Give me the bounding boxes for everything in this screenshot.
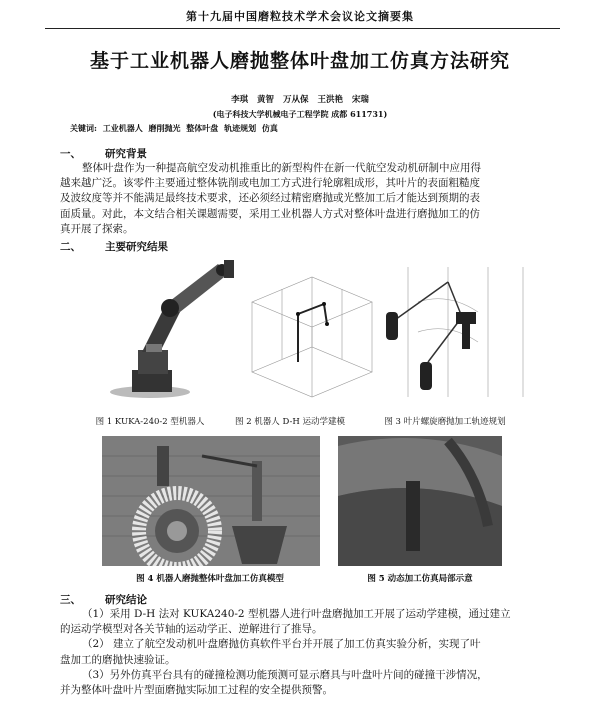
paper-title: 基于工业机器人磨抛整体叶盘加工仿真方法研究 <box>89 50 510 72</box>
paragraph-line: 整体叶盘作为一种提高航空发动机推重比的新型构件在新一代航空发动机研制中应用得 <box>82 162 481 174</box>
figure-1-robot-image <box>100 252 240 402</box>
figure-3-caption: 图 3 叶片螺旋磨抛加工轨迹规划 <box>384 417 506 427</box>
figure-1-caption: 图 1 KUKA-240-2 型机器人 <box>95 417 205 427</box>
paragraph-line: （3）另外仿真平台具有的碰撞检测功能预测可显示磨具与叶盘叶片间的碰撞干涉情况， <box>82 668 488 681</box>
figure-5-detail-image <box>338 436 502 566</box>
section-title: 研究背景 <box>105 148 147 160</box>
figure-2-caption: 图 2 机器人 D-H 运动学建模 <box>235 417 345 427</box>
background-paragraph <box>60 161 555 237</box>
section-heading-conclusions <box>60 592 147 607</box>
section-heading-background <box>60 146 147 161</box>
figure-4-caption: 图 4 机器人磨抛整体叶盘加工仿真模型 <box>136 574 284 584</box>
figure-4-simulation-image <box>102 436 320 566</box>
header-rule <box>45 28 560 29</box>
section-number: 三、 <box>60 594 81 606</box>
paragraph-line: 的运动学模型对各关节轴的运动学正、逆解进行了推导。 <box>60 623 323 636</box>
affiliation: (电子科技大学机械电子工程学院 成都 611731) <box>212 109 388 119</box>
figure-2-dh-model-image <box>232 262 382 402</box>
paragraph-line: （1）采用 D-H 法对 KUKA240-2 型机器人进行叶盘磨抛加工开展了运动学建模，通过建立 <box>82 608 511 620</box>
figure-5-caption: 图 5 动态加工仿真局部示意 <box>367 574 473 584</box>
keywords: 关键词: 工业机器人 磨削抛光 整体叶盘 轨迹规划 仿真 <box>70 123 278 133</box>
section-title: 主要研究结果 <box>105 241 168 253</box>
section-title: 研究结论 <box>105 594 147 606</box>
section-number: 二、 <box>60 241 81 253</box>
authors: 李琪 黄智 万从保 王洪艳 宋瑞 <box>231 95 369 105</box>
section-number: 一、 <box>60 148 81 160</box>
conclusions-paragraph <box>60 607 555 698</box>
figure-3-trajectory-image <box>378 262 528 402</box>
paragraph-line: 并为整体叶盘叶片型面磨抛实际加工过程的安全提供预警。 <box>60 684 333 697</box>
paragraph-line: 越来越广泛。该零件主要通过整体铣削或电加工方式进行轮廓粗成形，其叶片的表面粗糙度 <box>60 177 480 190</box>
paragraph-line: 面质量。对此，本文结合相关课题需要，采用工业机器人方式对整体叶盘进行磨抛加工的仿 <box>60 207 480 220</box>
proceedings-header: 第十九届中国磨粒技术学术会议论文摘要集 <box>186 10 414 23</box>
paragraph-line: 真开展了探索。 <box>60 222 134 235</box>
paragraph-line: （2） 建立了航空发动机叶盘磨抛仿真软件平台并开展了加工仿真实验分析，实现了叶 <box>82 638 481 651</box>
paragraph-line: 及波纹度等并不能满足最终技术要求，还必须经过精密磨抛或光整加工后才能达到预期的表 <box>60 192 480 205</box>
paragraph-line: 盘加工的磨抛快速验证。 <box>60 653 176 666</box>
